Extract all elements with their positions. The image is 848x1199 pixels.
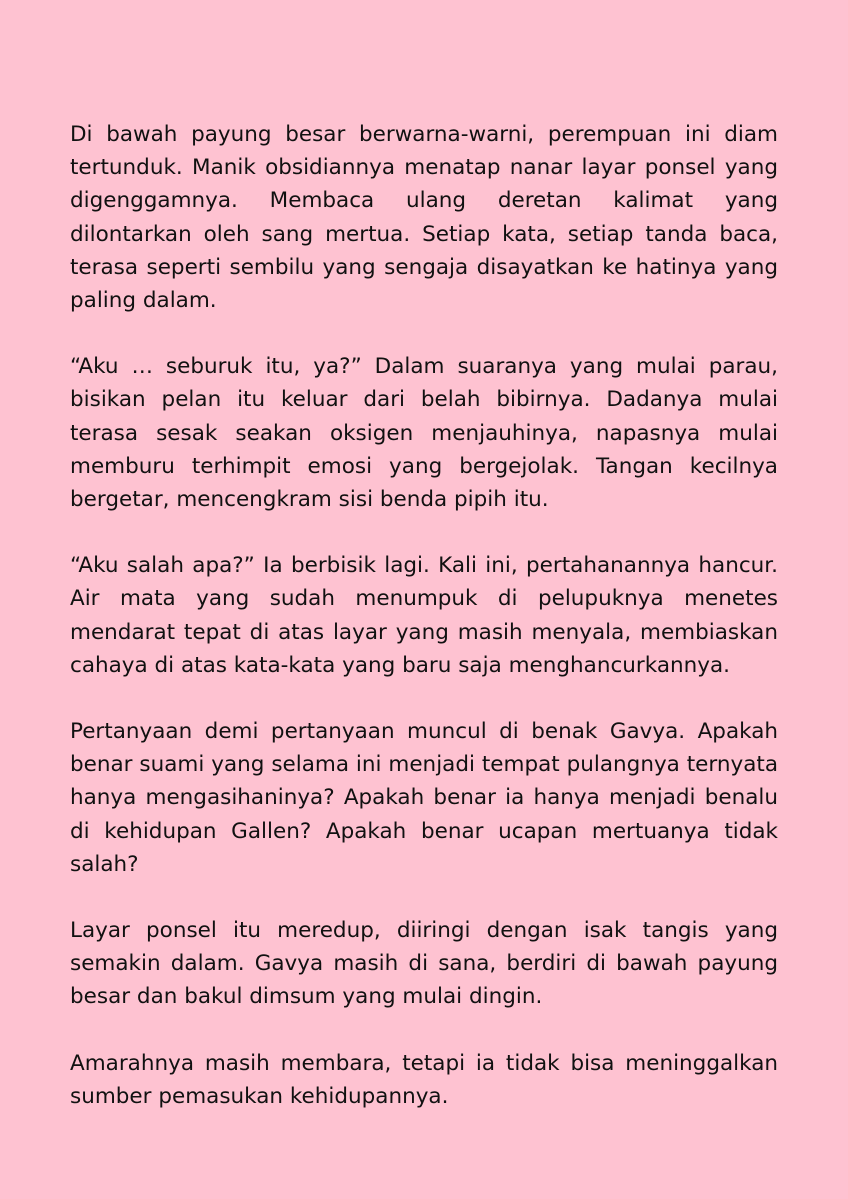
paragraph-3: “Aku salah apa?” Ia berbisik lagi. Kali ini, pertahanannya hancur. Air mata yang sudah menumpuk di pelupuknya menetes mendarat tepat di atas layar yang masih menyala, membiaskan cahaya di atas kata-kata yang baru saja menghancurkannya. xyxy=(70,553,778,678)
paragraph-5: Layar ponsel itu meredup, diiringi dengan isak tangis yang semakin dalam. Gavya masih di sana, berdiri di bawah payung besar dan bakul dimsum yang mulai dingin. xyxy=(70,918,778,1010)
paragraph-2: “Aku … seburuk itu, ya?” Dalam suaranya yang mulai parau, bisikan pelan itu keluar dari belah bibirnya. Dadanya mulai terasa sesak seakan oksigen menjauhinya, napasnya mulai memburu terhimpit emosi yang bergejolak. Tangan kecilnya bergetar, mencengkram sisi benda pipih itu. xyxy=(70,354,778,513)
paragraph-6: Amarahnya masih membara, tetapi ia tidak bisa meninggalkan sumber pemasukan kehidupannya. xyxy=(70,1050,778,1109)
paragraph-1: Di bawah payung besar berwarna-warni, perempuan ini diam tertunduk. Manik obsidiannya menatap nanar layar ponsel yang digenggamnya. Membaca ulang deretan kalimat yang dilontarkan oleh sang mertua. Setiap kata, setiap tanda baca, terasa seperti sembilu yang sengaja disayatkan ke hatinya yang paling dalam. xyxy=(70,122,778,314)
paragraph-4: Pertanyaan demi pertanyaan muncul di benak Gavya. Apakah benar suami yang selama ini menjadi tempat pulangnya ternyata hanya mengasihaninya? Apakah benar ia hanya menjadi benalu di kehidupan Gallen? Apakah benar ucapan mertuanya tidak salah? xyxy=(70,719,778,877)
